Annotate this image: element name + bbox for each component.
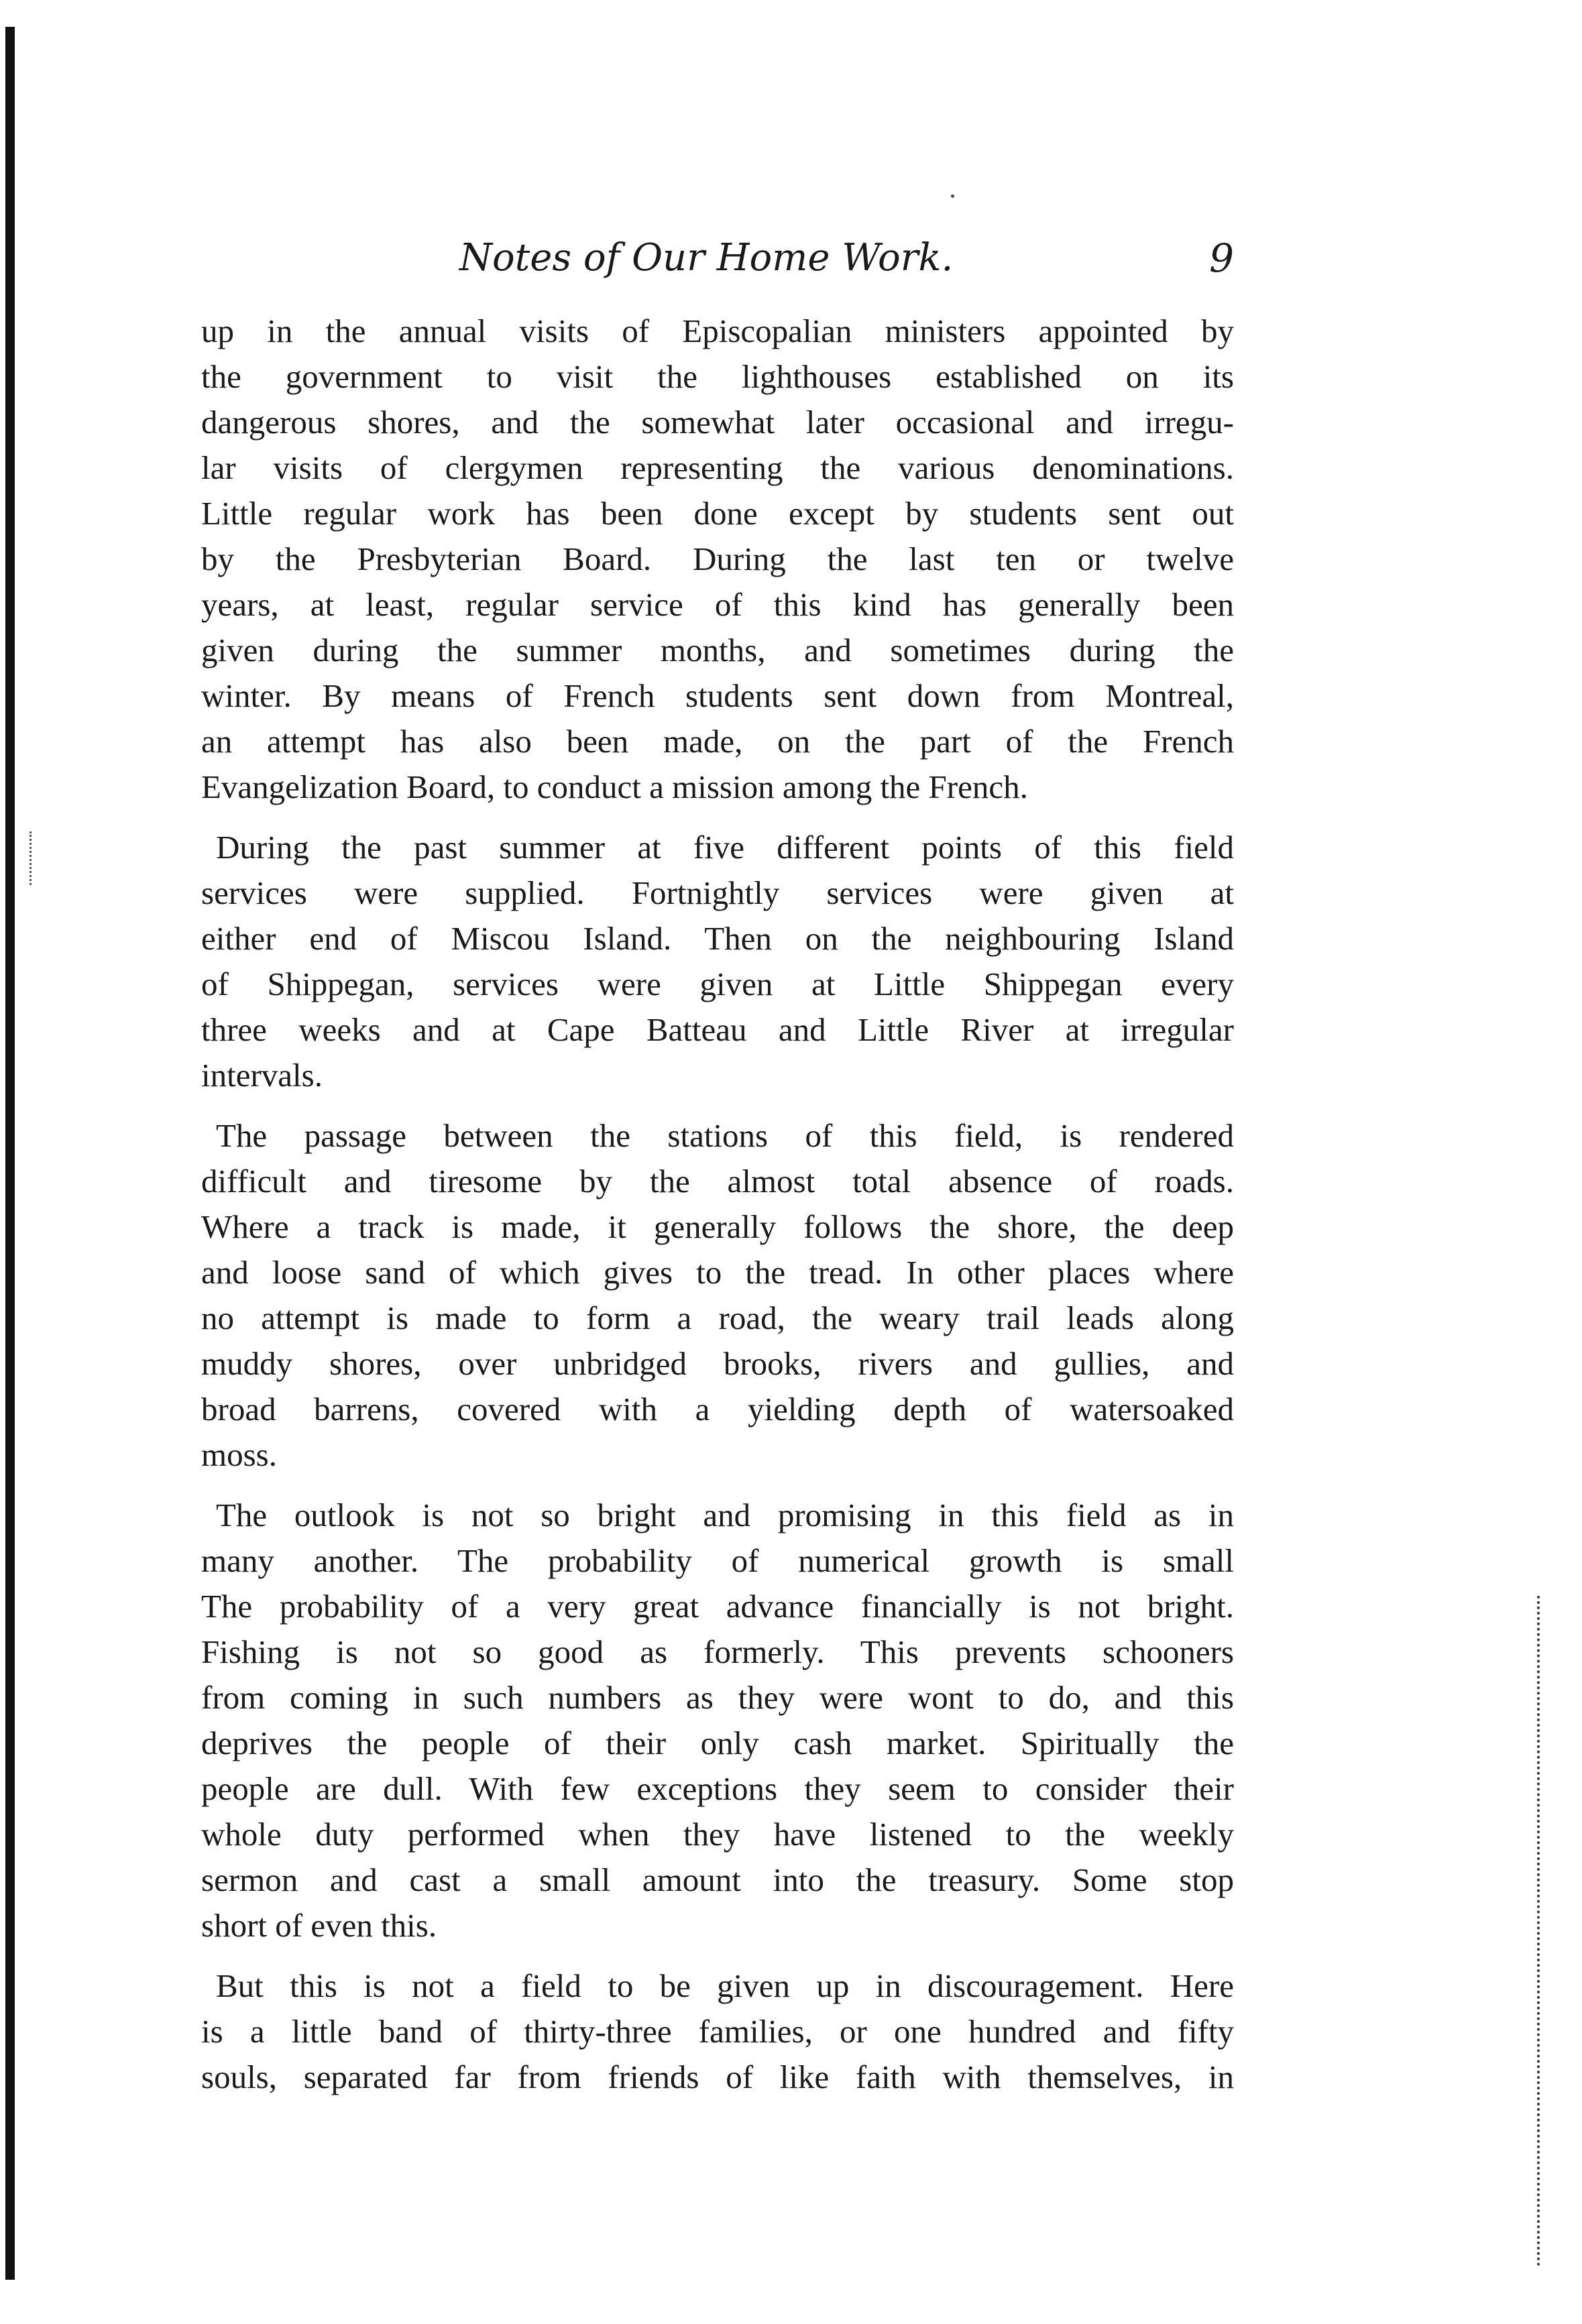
text-line: deprives the people of their only cash market. Spiritually the xyxy=(201,1725,1234,1761)
text-line: either end of Miscou Island. Then on the neighbouring Island xyxy=(201,920,1234,957)
text-line: short of even this. xyxy=(201,1907,437,1944)
text-line: During the past summer at five different points of this field xyxy=(216,829,1234,866)
running-title: Notes of Our Home Work. xyxy=(459,236,954,280)
text-line: the government to visit the lighthouses established on its xyxy=(201,358,1234,395)
text-line: Little regular work has been done except by students sent out xyxy=(201,495,1234,532)
text-line: many another. The probability of numerical growth is small xyxy=(201,1542,1234,1579)
text-line: Evangelization Board, to conduct a mission among the French. xyxy=(201,768,1028,805)
text-line: lar visits of clergymen representing the various denominations. xyxy=(201,449,1234,486)
text-line: no attempt is made to form a road, the weary trail leads along xyxy=(201,1299,1234,1336)
text-line: muddy shores, over unbridged brooks, rivers and gullies, and xyxy=(201,1345,1234,1382)
text-line: people are dull. With few exceptions they seem to consider their xyxy=(201,1770,1234,1807)
text-line: an attempt has also been made, on the part of the French xyxy=(201,723,1234,760)
text-line: Where a track is made, it generally follows the shore, the deep xyxy=(201,1208,1234,1245)
body-text xyxy=(201,308,1234,2115)
text-line: Fishing is not so good as formerly. This prevents schooners xyxy=(201,1633,1234,1670)
text-line: But this is not a field to be given up in discouragement. Here xyxy=(216,1967,1234,2004)
text-line: winter. By means of French students sent down from Montreal, xyxy=(201,677,1234,714)
text-line: moss. xyxy=(201,1436,278,1473)
text-line: given during the summer months, and sometimes during the xyxy=(201,632,1234,669)
paragraph xyxy=(201,1963,1234,2100)
text-line: services were supplied. Fortnightly services were given at xyxy=(201,874,1234,911)
text-line: by the Presbyterian Board. During the last ten or twelve xyxy=(201,540,1234,577)
paragraph xyxy=(201,308,1234,810)
scan-edge-left xyxy=(5,27,15,2280)
text-line: whole duty performed when they have listened to the weekly xyxy=(201,1816,1234,1853)
text-line: sermon and cast a small amount into the treasury. Some stop xyxy=(201,1861,1234,1898)
scan-margin-ticks xyxy=(1537,1596,1544,2266)
scan-speck xyxy=(951,194,954,198)
text-line: from coming in such numbers as they were wont to do, and this xyxy=(201,1679,1234,1716)
text-line: The outlook is not so bright and promising in this field as in xyxy=(216,1497,1234,1533)
text-line: difficult and tiresome by the almost total absence of roads. xyxy=(201,1163,1234,1200)
paragraph xyxy=(201,825,1234,1098)
page-header xyxy=(201,231,1234,285)
paragraph xyxy=(201,1493,1234,1949)
text-line: The probability of a very great advance financially is not bright. xyxy=(201,1588,1234,1625)
page-number: 9 xyxy=(1209,235,1234,281)
text-line: three weeks and at Cape Batteau and Little River at irregular xyxy=(201,1011,1234,1048)
text-line: The passage between the stations of this field, is rendered xyxy=(216,1117,1234,1154)
text-line: dangerous shores, and the somewhat later occasional and irregu- xyxy=(201,404,1234,441)
text-line: of Shippegan, services were given at Little Shippegan every xyxy=(201,966,1234,1002)
text-line: up in the annual visits of Episcopalian ministers appointed by xyxy=(201,312,1234,349)
text-line: broad barrens, covered with a yielding depth of watersoaked xyxy=(201,1391,1234,1428)
text-line: is a little band of thirty-three families, or one hundred and fifty xyxy=(201,2013,1234,2050)
scan-mark-left xyxy=(30,831,34,885)
text-line: souls, separated far from friends of like faith with themselves, in xyxy=(201,2058,1234,2095)
text-line: and loose sand of which gives to the tread. In other places where xyxy=(201,1254,1234,1291)
text-line: intervals. xyxy=(201,1057,323,1094)
text-line: years, at least, regular service of this kind has generally been xyxy=(201,586,1234,623)
paragraph xyxy=(201,1113,1234,1478)
